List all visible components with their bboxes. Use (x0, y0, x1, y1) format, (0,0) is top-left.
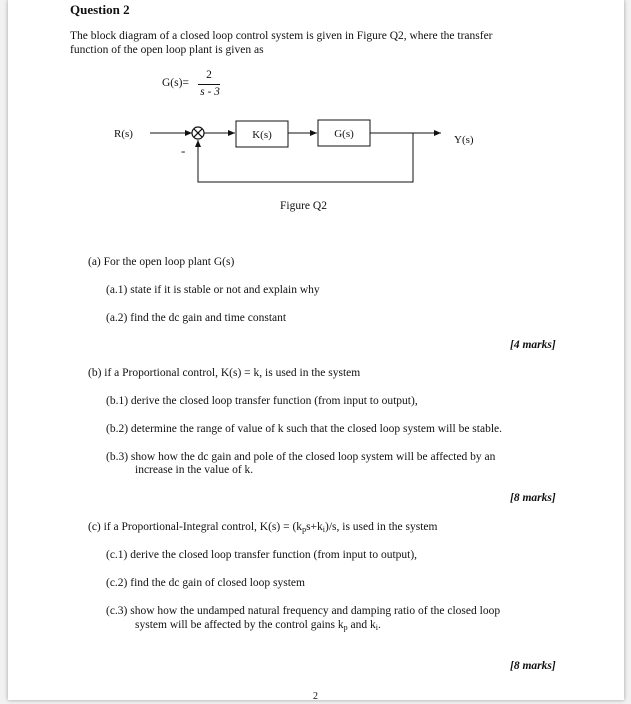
part-c-heading: (c) if a Proportional-Integral control, $K(s) = (k_ps+k_i)/s$, is used in the system (88, 521, 438, 534)
controller-label: K(s) (252, 129, 272, 141)
part-b1: (b.1) derive the closed loop transfer function (from input to output), (106, 395, 418, 407)
transfer-function-lhs: G(s)= (162, 77, 189, 89)
part-a-marks: [4 marks] (510, 339, 556, 351)
intro-line-1: The block diagram of a closed loop control system is given in Figure Q2, where the transfer (70, 30, 493, 42)
part-b3-line2: increase in the value of k. (135, 464, 254, 476)
part-a-heading: (a) For the open loop plant G(s) (88, 256, 235, 268)
page-number: 2 (313, 691, 318, 702)
part-c2: (c.2) find the dc gain of closed loop system (106, 577, 305, 589)
output-label: Y(s) (454, 134, 474, 146)
input-label: R(s) (114, 128, 133, 140)
feedback-sign: - (181, 143, 186, 158)
part-c3-line1: (c.3) show how the undamped natural frequency and damping ratio of the closed loop (106, 605, 501, 617)
figure-caption: Figure Q2 (280, 200, 327, 212)
intro-line-2: function of the open loop plant is given as (70, 44, 264, 56)
block-diagram (8, 110, 624, 190)
exam-page (8, 0, 624, 700)
transfer-function-numerator: 2 (206, 69, 212, 81)
part-c-marks: [8 marks] (510, 660, 556, 672)
plant-label: G(s) (334, 128, 354, 140)
part-c3-line2: system will be affected by the control gains $k_p$ and $k_i$. (135, 619, 381, 632)
summing-junction (192, 127, 204, 139)
fraction-bar (198, 84, 220, 85)
transfer-function-denominator: s - 3 (200, 86, 220, 98)
part-b-heading: (b) if a Proportional control, K(s) = k, is used in the system (88, 367, 361, 379)
part-b3-line1: (b.3) show how the dc gain and pole of the closed loop system will be affected by an (106, 451, 496, 463)
part-a2: (a.2) find the dc gain and time constant (106, 312, 287, 324)
part-b2: (b.2) determine the range of value of k such that the closed loop system will be stable. (106, 423, 502, 435)
question-title: Question 2 (70, 2, 130, 17)
part-a1: (a.1) state if it is stable or not and explain why (106, 284, 320, 296)
part-b-marks: [8 marks] (510, 492, 556, 504)
part-c1: (c.1) derive the closed loop transfer function (from input to output), (106, 549, 418, 561)
feedback-path (198, 133, 413, 182)
